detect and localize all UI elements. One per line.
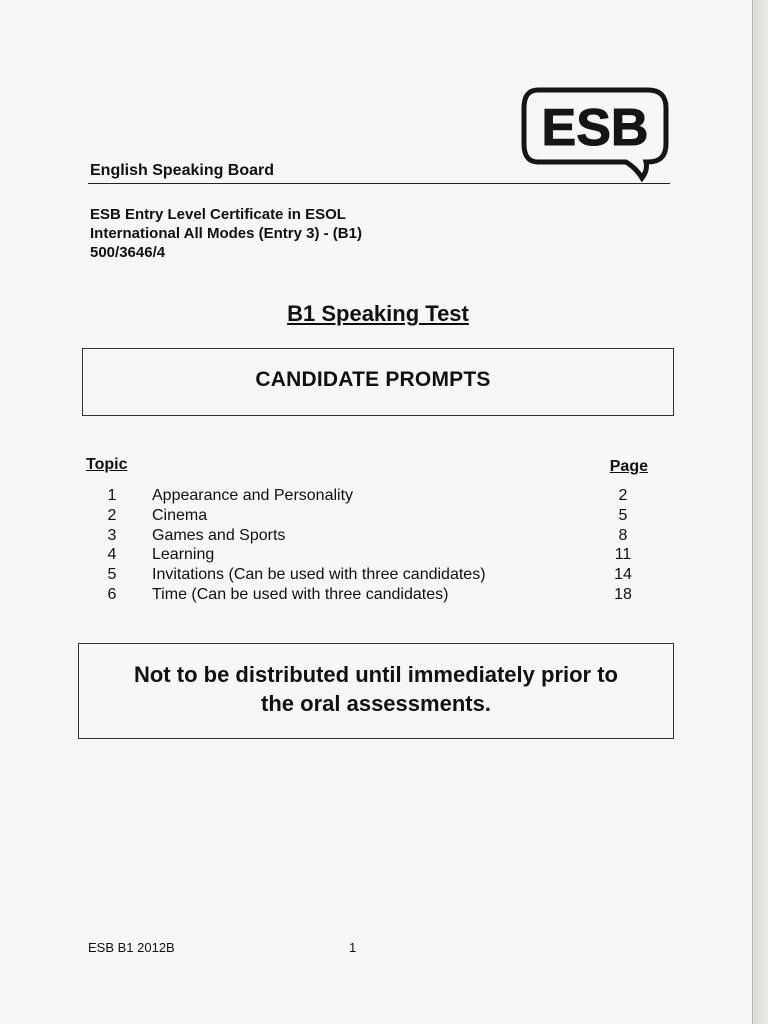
topic-page: 18 <box>614 585 632 603</box>
toc-header <box>86 456 648 486</box>
organisation-name: English Speaking Board <box>90 162 275 179</box>
topic-number: 1 <box>107 487 117 504</box>
section-title-box <box>82 348 674 416</box>
topic-number: 3 <box>107 526 117 544</box>
footer-document-code: ESB B1 2012B <box>88 940 175 955</box>
toc-row <box>86 565 648 585</box>
logo-text: ESB <box>541 99 649 157</box>
table-of-contents <box>86 456 648 605</box>
page-column-header: Page <box>609 458 648 475</box>
toc-row <box>86 506 648 526</box>
topic-page: 2 <box>618 487 628 504</box>
topic-page: 11 <box>614 546 632 564</box>
section-title: CANDIDATE PROMPTS <box>255 368 491 391</box>
esb-logo <box>520 82 670 182</box>
toc-row <box>86 486 648 506</box>
qualification-block <box>90 205 362 262</box>
header-divider <box>88 183 670 184</box>
topic-title: Learning <box>152 546 215 564</box>
page-edge <box>752 0 768 1024</box>
topic-column-header: Topic <box>86 456 128 473</box>
qualification-line: ESB Entry Level Certificate in ESOL <box>90 206 346 223</box>
topic-number: 2 <box>107 506 117 524</box>
distribution-notice <box>134 660 618 718</box>
topic-page: 8 <box>618 526 628 544</box>
footer-page-number: 1 <box>349 940 357 955</box>
qualification-code: 500/3646/4 <box>90 244 166 261</box>
topic-number: 6 <box>107 585 117 603</box>
toc-row <box>86 526 648 546</box>
toc-row <box>86 545 648 565</box>
topic-page: 5 <box>618 506 628 524</box>
distribution-notice-box <box>78 643 674 739</box>
topic-number: 5 <box>107 566 117 584</box>
topic-number: 4 <box>107 546 117 564</box>
topic-title: Time (Can be used with three candidates) <box>152 585 449 603</box>
topic-title: Games and Sports <box>152 526 286 544</box>
topic-title: Invitations (Can be used with three candidates) <box>152 566 486 584</box>
topic-title: Cinema <box>152 506 208 524</box>
notice-line: the oral assessments. <box>261 691 491 716</box>
topic-page: 14 <box>614 566 632 584</box>
qualification-line: International All Modes (Entry 3) - (B1) <box>90 225 362 242</box>
notice-line: Not to be distributed until immediately prior to <box>133 662 618 687</box>
topic-title: Appearance and Personality <box>152 487 354 504</box>
toc-row <box>86 585 648 605</box>
test-title: B1 Speaking Test <box>287 301 469 326</box>
